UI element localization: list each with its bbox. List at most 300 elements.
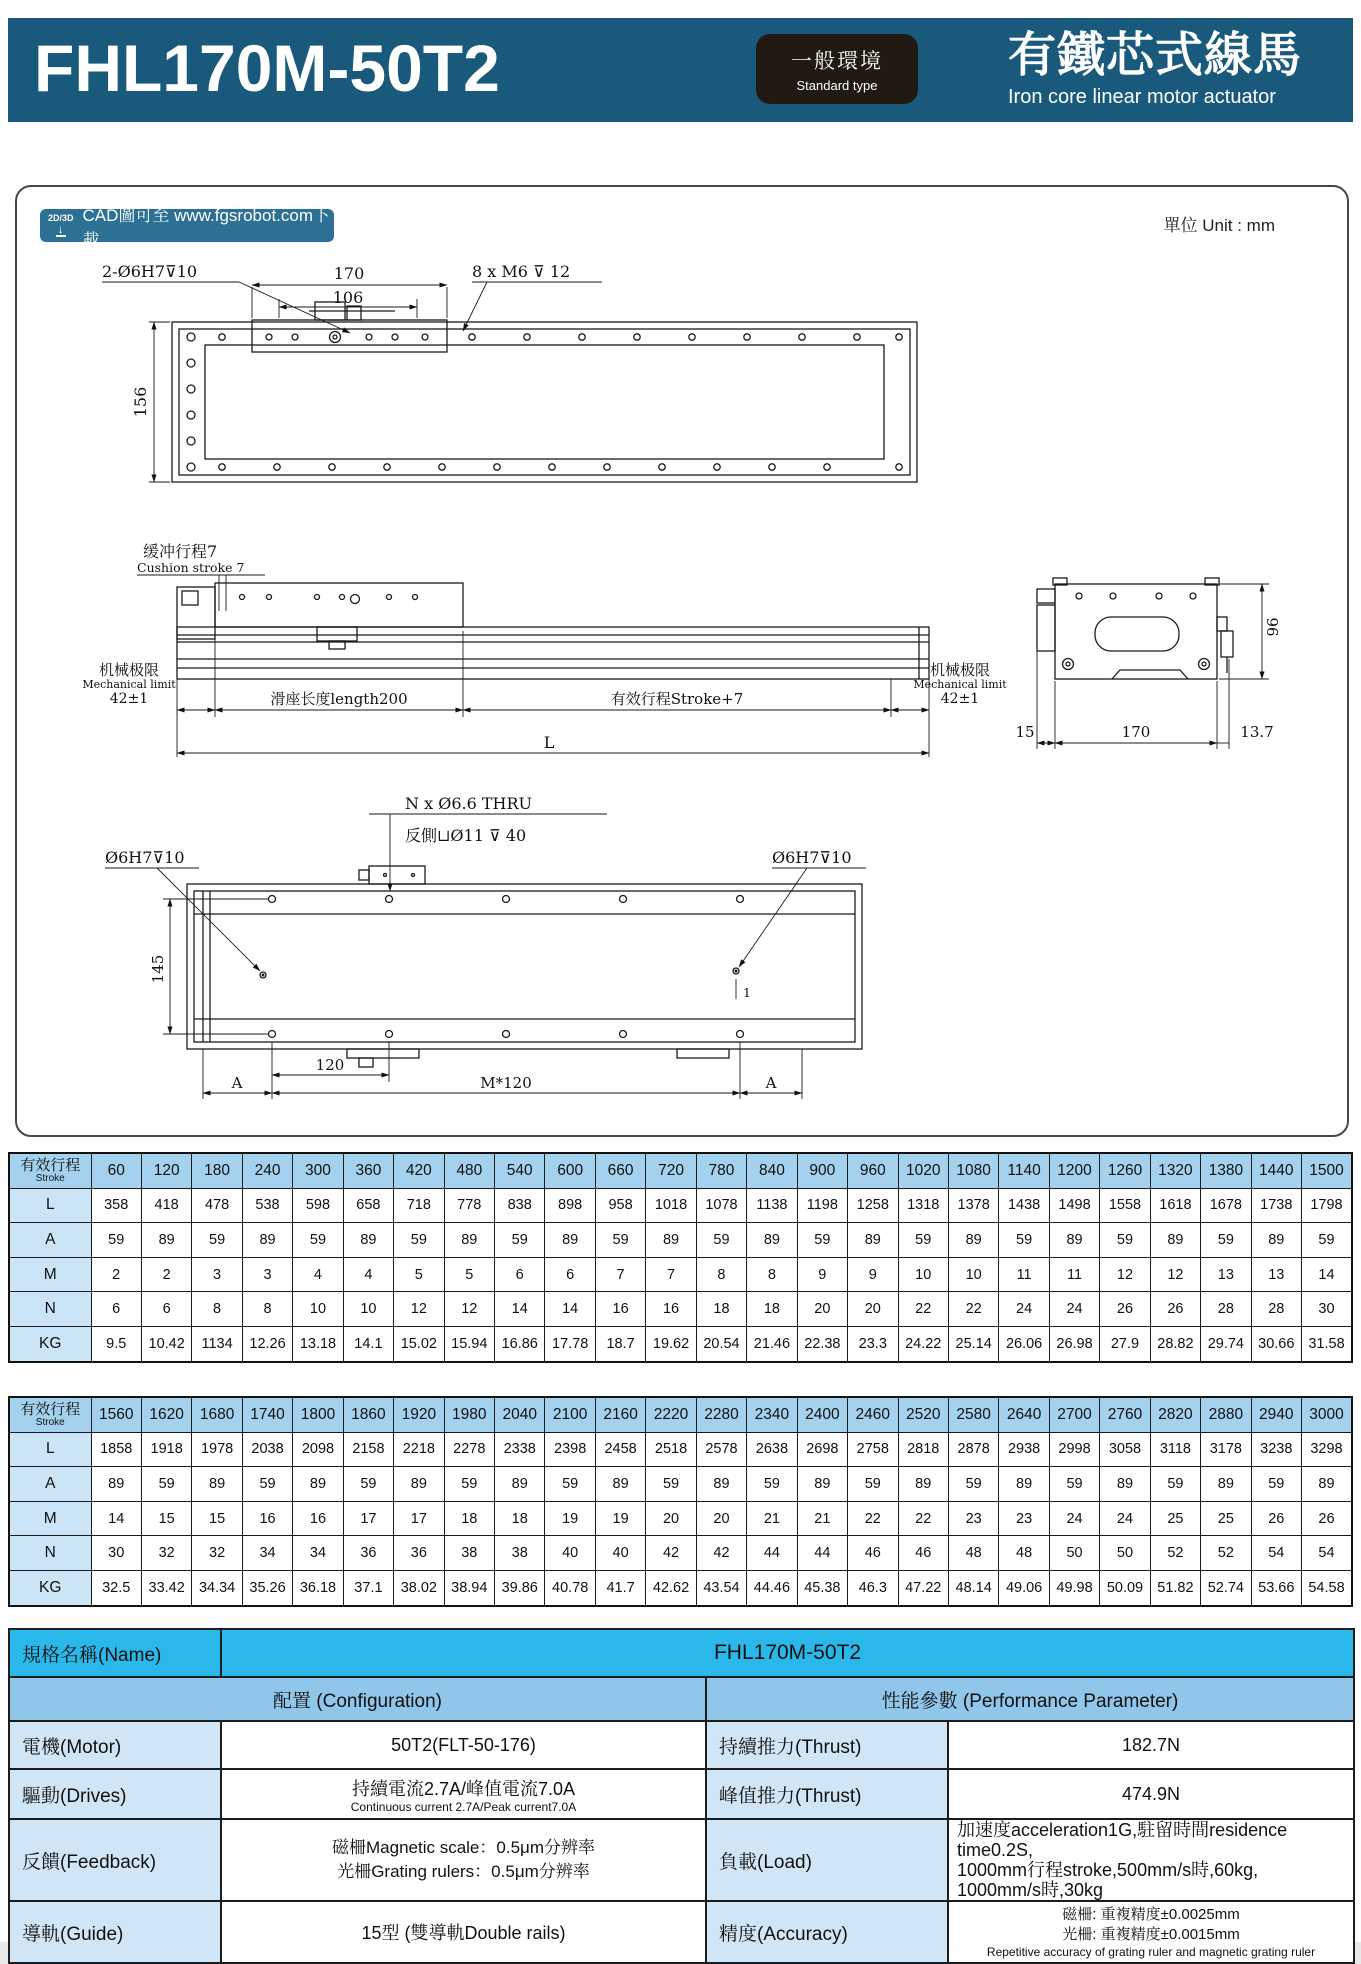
- table-cell: 32.5: [91, 1570, 141, 1605]
- stroke-column-header: 1380: [1201, 1153, 1251, 1188]
- table-row: [9, 1188, 1352, 1223]
- table-cell: 26: [1251, 1501, 1301, 1536]
- table-cell: 16: [242, 1501, 292, 1536]
- table-cell: 778: [444, 1188, 494, 1223]
- table-cell: 59: [898, 1223, 948, 1258]
- table-cell: 89: [343, 1223, 393, 1258]
- spec-name-value: FHL170M-50T2: [221, 1629, 1354, 1677]
- table-cell: 6: [495, 1257, 545, 1292]
- table-cell: 15: [141, 1501, 191, 1536]
- stroke-column-header: 480: [444, 1153, 494, 1188]
- stroke-column-header: 960: [848, 1153, 898, 1188]
- stroke-column-header: 840: [747, 1153, 797, 1188]
- top-view: [172, 302, 917, 482]
- table-cell: 41.7: [595, 1570, 645, 1605]
- dim-dowel-left: Ø6H7⊽10: [105, 848, 185, 867]
- table-cell: 89: [1049, 1223, 1099, 1258]
- table-cell: 35.26: [242, 1570, 292, 1605]
- table-cell: 59: [1150, 1467, 1200, 1502]
- table-cell: 2878: [948, 1432, 998, 1467]
- table-cell: 54.58: [1302, 1570, 1353, 1605]
- table-cell: 89: [595, 1467, 645, 1502]
- table-cell: 52: [1201, 1536, 1251, 1571]
- table-cell: 478: [192, 1188, 242, 1223]
- table-cell: 36: [343, 1536, 393, 1571]
- dim-96: 96: [1264, 617, 1282, 637]
- spec-peak-value: 474.9N: [948, 1769, 1354, 1819]
- spec-drives-en: Continuous current 2.7A/Peak current7.0A: [350, 1799, 577, 1814]
- table-cell: 59: [1100, 1223, 1150, 1258]
- spec-perf-header: 性能參數 (Performance Parameter): [706, 1677, 1354, 1721]
- table-cell: 20.54: [696, 1326, 746, 1361]
- table-cell: 34.34: [192, 1570, 242, 1605]
- table-cell: 1798: [1302, 1188, 1353, 1223]
- table-cell: 19: [545, 1501, 595, 1536]
- table-cell: 89: [293, 1467, 343, 1502]
- table-row: [9, 1536, 1352, 1571]
- spec-thrust-label: 持續推力(Thrust): [706, 1721, 948, 1769]
- table-row: [9, 1467, 1352, 1502]
- table-cell: 39.86: [495, 1570, 545, 1605]
- table-cell: 18: [696, 1292, 746, 1327]
- table-cell: 10: [948, 1257, 998, 1292]
- spec-thrust-value: 182.7N: [948, 1721, 1354, 1769]
- cushion-stroke-zh: 缓冲行程7: [143, 542, 218, 561]
- table-cell: 89: [747, 1223, 797, 1258]
- dim-156: 156: [131, 386, 150, 418]
- row-label: M: [9, 1501, 91, 1536]
- table-cell: 358: [91, 1188, 141, 1223]
- dim-thru-holes: N x Ø6.6 THRU: [405, 794, 532, 813]
- bottom-view-dims: [105, 814, 866, 1099]
- stroke-column-header: 1140: [999, 1153, 1049, 1188]
- table-cell: 2998: [1049, 1432, 1099, 1467]
- table-cell: 3298: [1302, 1432, 1353, 1467]
- stroke-column-header: 2940: [1251, 1397, 1301, 1432]
- stroke-column-header: 2640: [999, 1397, 1049, 1432]
- table-cell: 38: [495, 1536, 545, 1571]
- stroke-column-header: 2100: [545, 1397, 595, 1432]
- table-cell: 12: [1150, 1257, 1200, 1292]
- spec-drives-value: [221, 1769, 706, 1819]
- end-view: [1037, 578, 1233, 679]
- table-cell: 5: [444, 1257, 494, 1292]
- table-cell: 49.06: [999, 1570, 1049, 1605]
- table-cell: 6: [91, 1292, 141, 1327]
- table-cell: 838: [495, 1188, 545, 1223]
- stroke-column-header: 1020: [898, 1153, 948, 1188]
- spec-accuracy-line3: Repetitive accuracy of grating ruler and magnetic grating ruler: [986, 1944, 1316, 1959]
- table-cell: 43.54: [696, 1570, 746, 1605]
- spec-load-line2: 1000mm行程stroke,500mm/s時,60kg,: [957, 1860, 1259, 1880]
- table-cell: 8: [242, 1292, 292, 1327]
- dim-L: L: [543, 733, 555, 752]
- table-row: [9, 1223, 1352, 1258]
- table-cell: 2758: [848, 1432, 898, 1467]
- row-label: KG: [9, 1570, 91, 1605]
- table-cell: 20: [646, 1501, 696, 1536]
- table-cell: 18: [444, 1501, 494, 1536]
- table-cell: 21: [797, 1501, 847, 1536]
- table-cell: 2278: [444, 1432, 494, 1467]
- table-cell: 3178: [1201, 1432, 1251, 1467]
- stroke-column-header: 420: [394, 1153, 444, 1188]
- spec-load-value: [948, 1819, 1354, 1901]
- table-cell: 8: [696, 1257, 746, 1292]
- table-row: [9, 1432, 1352, 1467]
- stroke-column-header: 2580: [948, 1397, 998, 1432]
- table-cell: 24.22: [898, 1326, 948, 1361]
- table-cell: 1678: [1201, 1188, 1251, 1223]
- spec-guide-value: 15型 (雙導軌Double rails): [221, 1901, 706, 1963]
- mech-limit-left-zh: 机械极限: [98, 661, 160, 679]
- table-cell: 8: [192, 1292, 242, 1327]
- stroke-header-label: 有效行程 Stroke: [9, 1397, 91, 1432]
- table-cell: 36.18: [293, 1570, 343, 1605]
- table-cell: 89: [1150, 1223, 1200, 1258]
- table-cell: 26.06: [999, 1326, 1049, 1361]
- table-cell: 46: [848, 1536, 898, 1571]
- table-cell: 16.86: [495, 1326, 545, 1361]
- table-cell: 2398: [545, 1432, 595, 1467]
- spec-drives-label: 驅動(Drives): [9, 1769, 221, 1819]
- table-row: [9, 1257, 1352, 1292]
- stroke-column-header: 2520: [898, 1397, 948, 1432]
- table-cell: 9: [797, 1257, 847, 1292]
- table-cell: 40.78: [545, 1570, 595, 1605]
- spec-drives-zh: 持續電流2.7A/峰值電流7.0A: [351, 1778, 576, 1799]
- table-cell: 38: [444, 1536, 494, 1571]
- stroke-column-header: 2760: [1100, 1397, 1150, 1432]
- table-cell: 26: [1302, 1501, 1353, 1536]
- dim-dowel-right: Ø6H7⊽10: [772, 848, 852, 867]
- table-cell: 28: [1201, 1292, 1251, 1327]
- table-cell: 59: [1251, 1467, 1301, 1502]
- table-cell: 10: [343, 1292, 393, 1327]
- dim-170-end: 170: [1121, 723, 1151, 741]
- table-cell: 20: [797, 1292, 847, 1327]
- table-cell: 24: [999, 1292, 1049, 1327]
- table-cell: 26: [1150, 1292, 1200, 1327]
- table-cell: 2458: [595, 1432, 645, 1467]
- table-cell: 9.5: [91, 1326, 141, 1361]
- stroke-column-header: 600: [545, 1153, 595, 1188]
- table-cell: 59: [343, 1467, 393, 1502]
- environment-badge-en: Standard type: [796, 78, 878, 93]
- spec-feedback-label: 反饋(Feedback): [9, 1819, 221, 1901]
- table-cell: 5: [394, 1257, 444, 1292]
- table-cell: 31.58: [1302, 1326, 1353, 1361]
- table-cell: 89: [999, 1467, 1049, 1502]
- stroke-column-header: 1680: [192, 1397, 242, 1432]
- table-cell: 418: [141, 1188, 191, 1223]
- spec-feedback-line2: 光柵Grating rulers：0.5μm分辨率: [337, 1862, 590, 1881]
- table-row: [9, 1292, 1352, 1327]
- table-cell: 23: [999, 1501, 1049, 1536]
- spec-guide-label: 導軌(Guide): [9, 1901, 221, 1963]
- table-cell: 89: [848, 1223, 898, 1258]
- stroke-column-header: 3000: [1302, 1397, 1353, 1432]
- table-cell: 50.09: [1100, 1570, 1150, 1605]
- table-cell: 15: [192, 1501, 242, 1536]
- spec-peak-label: 峰值推力(Thrust): [706, 1769, 948, 1819]
- table-cell: 16: [646, 1292, 696, 1327]
- table-cell: 89: [696, 1467, 746, 1502]
- table-cell: 4: [293, 1257, 343, 1292]
- table-cell: 52.74: [1201, 1570, 1251, 1605]
- table-cell: 2578: [696, 1432, 746, 1467]
- mech-limit-left-en: Mechanical limit: [82, 678, 176, 691]
- table-cell: 14: [495, 1292, 545, 1327]
- table-cell: 1198: [797, 1188, 847, 1223]
- table-cell: 2518: [646, 1432, 696, 1467]
- stroke-column-header: 900: [797, 1153, 847, 1188]
- table-cell: 46.3: [848, 1570, 898, 1605]
- table-cell: 1318: [898, 1188, 948, 1223]
- table-cell: 6: [141, 1292, 191, 1327]
- row-label: L: [9, 1188, 91, 1223]
- stroke-column-header: 1800: [293, 1397, 343, 1432]
- row-label: N: [9, 1292, 91, 1327]
- table-cell: 59: [595, 1223, 645, 1258]
- table-cell: 1738: [1251, 1188, 1301, 1223]
- table-cell: 1618: [1150, 1188, 1200, 1223]
- table-cell: 3: [192, 1257, 242, 1292]
- technical-drawing: [17, 187, 1347, 1133]
- table-cell: 44.46: [747, 1570, 797, 1605]
- stroke-column-header: 240: [242, 1153, 292, 1188]
- table-cell: 12: [1100, 1257, 1150, 1292]
- table-cell: 1918: [141, 1432, 191, 1467]
- table-cell: 1978: [192, 1432, 242, 1467]
- table-cell: 59: [293, 1223, 343, 1258]
- stroke-column-header: 1440: [1251, 1153, 1301, 1188]
- dim-120: 120: [315, 1056, 345, 1074]
- stroke-table: [8, 1152, 1353, 1363]
- table-cell: 13.18: [293, 1326, 343, 1361]
- table-cell: 15.94: [444, 1326, 494, 1361]
- table-cell: 2218: [394, 1432, 444, 1467]
- dim-A-left: A: [231, 1074, 243, 1092]
- table-cell: 37.1: [343, 1570, 393, 1605]
- table-cell: 59: [1201, 1223, 1251, 1258]
- environment-badge-zh: 一般環境: [791, 50, 883, 73]
- product-type-en: Iron core linear motor actuator: [1008, 86, 1276, 108]
- row-label: N: [9, 1536, 91, 1571]
- spec-load-line3: 1000mm/s時,30kg: [957, 1880, 1104, 1900]
- table-cell: 59: [192, 1223, 242, 1258]
- table-cell: 2338: [495, 1432, 545, 1467]
- product-type-zh: 有鐵芯式線馬: [1008, 29, 1303, 82]
- table-cell: 53.66: [1251, 1570, 1301, 1605]
- table-cell: 40: [595, 1536, 645, 1571]
- table-cell: 3238: [1251, 1432, 1301, 1467]
- table-cell: 1558: [1100, 1188, 1150, 1223]
- table-cell: 12: [394, 1292, 444, 1327]
- table-cell: 598: [293, 1188, 343, 1223]
- spec-accuracy-value: [948, 1901, 1354, 1963]
- table-cell: 3058: [1100, 1432, 1150, 1467]
- table-cell: 718: [394, 1188, 444, 1223]
- stroke-column-header: 2340: [747, 1397, 797, 1432]
- table-cell: 27.9: [1100, 1326, 1150, 1361]
- table-row: [9, 1570, 1352, 1605]
- table-cell: 17.78: [545, 1326, 595, 1361]
- spec-accuracy-line2: 光柵: 重複精度±0.0015mm: [1062, 1925, 1240, 1943]
- table-cell: 49.98: [1049, 1570, 1099, 1605]
- table-cell: 24: [1100, 1501, 1150, 1536]
- stroke-column-header: 1500: [1302, 1153, 1353, 1188]
- table-cell: 15.02: [394, 1326, 444, 1361]
- table-cell: 29.74: [1201, 1326, 1251, 1361]
- spec-motor-label: 電機(Motor): [9, 1721, 221, 1769]
- table-cell: 59: [394, 1223, 444, 1258]
- side-view: [177, 583, 929, 679]
- cad-download-label: CAD圖可至 www.fgsrobot.com下載: [82, 205, 331, 250]
- table-cell: 25.14: [948, 1326, 998, 1361]
- table-cell: 11: [999, 1257, 1049, 1292]
- table-cell: 59: [797, 1223, 847, 1258]
- spec-accuracy-label: 精度(Accuracy): [706, 1901, 948, 1963]
- unit-note: 單位 Unit : mm: [1163, 216, 1275, 235]
- stroke-column-header: 2820: [1150, 1397, 1200, 1432]
- side-view-dims: [137, 575, 929, 757]
- table-cell: 16: [595, 1292, 645, 1327]
- row-label: M: [9, 1257, 91, 1292]
- table-cell: 44: [797, 1536, 847, 1571]
- table-cell: 898: [545, 1188, 595, 1223]
- stroke-column-header: 2160: [595, 1397, 645, 1432]
- table-cell: 89: [394, 1467, 444, 1502]
- spec-load-label: 負載(Load): [706, 1819, 948, 1901]
- table-cell: 22.38: [797, 1326, 847, 1361]
- dim-back-counterbore: 反側⊔Ø11 ⊽ 40: [405, 826, 527, 845]
- table-cell: 89: [444, 1223, 494, 1258]
- table-cell: 3118: [1150, 1432, 1200, 1467]
- stroke-column-header: 1560: [91, 1397, 141, 1432]
- spec-table: [8, 1628, 1355, 1964]
- table-cell: 1134: [192, 1326, 242, 1361]
- table-cell: 13: [1251, 1257, 1301, 1292]
- table-cell: 658: [343, 1188, 393, 1223]
- table-cell: 25: [1201, 1501, 1251, 1536]
- table-cell: 7: [595, 1257, 645, 1292]
- table-cell: 1258: [848, 1188, 898, 1223]
- table-cell: 1018: [646, 1188, 696, 1223]
- spec-name-label: 規格名稱(Name): [9, 1629, 221, 1677]
- table-cell: 51.82: [1150, 1570, 1200, 1605]
- table-cell: 40: [545, 1536, 595, 1571]
- stroke-column-header: 2700: [1049, 1397, 1099, 1432]
- table-cell: 89: [91, 1467, 141, 1502]
- table-cell: 59: [1049, 1467, 1099, 1502]
- table-cell: 32: [141, 1536, 191, 1571]
- row-label: KG: [9, 1326, 91, 1361]
- table-cell: 59: [747, 1467, 797, 1502]
- table-cell: 59: [1302, 1223, 1353, 1258]
- table-cell: 22: [948, 1292, 998, 1327]
- table-cell: 89: [141, 1223, 191, 1258]
- table-cell: 16: [293, 1501, 343, 1536]
- table-cell: 59: [948, 1467, 998, 1502]
- table-cell: 59: [91, 1223, 141, 1258]
- dim-M-pitch: M*120: [480, 1074, 532, 1092]
- header-band: [8, 18, 1353, 122]
- table-cell: 1438: [999, 1188, 1049, 1223]
- table-cell: 12.26: [242, 1326, 292, 1361]
- table-cell: 8: [747, 1257, 797, 1292]
- table-cell: 89: [898, 1467, 948, 1502]
- table-cell: 36: [394, 1536, 444, 1571]
- table-cell: 19.62: [646, 1326, 696, 1361]
- table-cell: 2098: [293, 1432, 343, 1467]
- table-cell: 2: [91, 1257, 141, 1292]
- table-cell: 34: [293, 1536, 343, 1571]
- stroke-column-header: 2220: [646, 1397, 696, 1432]
- stroke-column-header: 660: [595, 1153, 645, 1188]
- table-cell: 59: [848, 1467, 898, 1502]
- table-cell: 89: [1302, 1467, 1353, 1502]
- table-cell: 7: [646, 1257, 696, 1292]
- table-cell: 4: [343, 1257, 393, 1292]
- table-cell: 1378: [948, 1188, 998, 1223]
- table-cell: 59: [444, 1467, 494, 1502]
- dim-145: 145: [149, 954, 167, 984]
- table-row: [9, 1501, 1352, 1536]
- stroke-column-header: 1860: [343, 1397, 393, 1432]
- table-cell: 46: [898, 1536, 948, 1571]
- table-cell: 54: [1251, 1536, 1301, 1571]
- table-cell: 89: [1201, 1467, 1251, 1502]
- table-cell: 12: [444, 1292, 494, 1327]
- table-cell: 11: [1049, 1257, 1099, 1292]
- table-cell: 59: [242, 1467, 292, 1502]
- table-row: [9, 1326, 1352, 1361]
- stroke-column-header: 720: [646, 1153, 696, 1188]
- table-cell: 22: [898, 1292, 948, 1327]
- table-cell: 52: [1150, 1536, 1200, 1571]
- mech-limit-right-en: Mechanical limit: [913, 678, 1007, 691]
- top-view-dims: [102, 282, 602, 482]
- table-cell: 89: [242, 1223, 292, 1258]
- mech-limit-right-val: 42±1: [940, 691, 980, 707]
- table-cell: 89: [948, 1223, 998, 1258]
- table-cell: 59: [545, 1467, 595, 1502]
- cad-download-button[interactable]: [40, 205, 334, 250]
- table-cell: 59: [999, 1223, 1049, 1258]
- stroke-column-header: 1620: [141, 1397, 191, 1432]
- drawing-panel: [15, 185, 1349, 1137]
- table-cell: 2818: [898, 1432, 948, 1467]
- table-cell: 538: [242, 1188, 292, 1223]
- table-cell: 10: [898, 1257, 948, 1292]
- product-type: [1008, 28, 1358, 109]
- table-cell: 48: [999, 1536, 1049, 1571]
- row-label: A: [9, 1467, 91, 1502]
- table-cell: 14: [91, 1501, 141, 1536]
- spec-accuracy-line1: 磁柵: 重複精度±0.0025mm: [1062, 1905, 1240, 1923]
- stroke-column-header: 180: [192, 1153, 242, 1188]
- stroke-column-header: 1740: [242, 1397, 292, 1432]
- table-cell: 59: [646, 1467, 696, 1502]
- table-cell: 2038: [242, 1432, 292, 1467]
- table-cell: 42: [646, 1536, 696, 1571]
- stroke-column-header: 2040: [495, 1397, 545, 1432]
- stroke-column-header: 1200: [1049, 1153, 1099, 1188]
- stroke-column-header: 2280: [696, 1397, 746, 1432]
- table-cell: 1078: [696, 1188, 746, 1223]
- spec-feedback-value: [221, 1819, 706, 1901]
